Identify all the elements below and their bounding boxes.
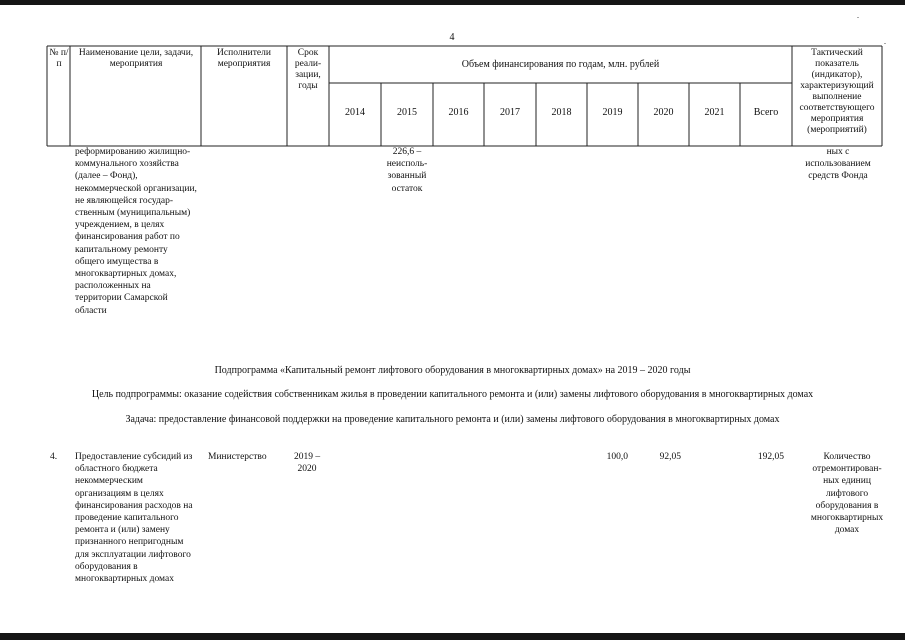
header-year: 2019 [602, 107, 623, 118]
corner-mark: . [857, 11, 859, 20]
row-name: Предоставление субсидий из областного бюджета некоммерческим организациям в целях финансирования расходов на проведение капитального ремонта и (или) замену признанного непригодным для эксплуатации лифтового оборудования в многоквартирных домах [75, 452, 193, 585]
continued-row-indicator: ных с использованием средств Фонда [805, 147, 871, 182]
header-col-term: Срок реали- зации, годы [294, 48, 322, 91]
header-year: 2018 [551, 107, 572, 118]
header-year: 2017 [500, 107, 520, 118]
subprogram-task: Задача: предоставление финансовой поддержки на проведение капитального ремонта и (или) замены лифтового оборудования в многоквартирных домах [125, 414, 780, 425]
header-year: 2014 [345, 107, 365, 118]
header-year: 2020 [653, 107, 674, 118]
continued-row-value-2015: 226,6 – неисполь- зованный остаток [386, 147, 428, 194]
row-value-2019: 100,0 [606, 452, 628, 462]
header-col-indicator: Тактический показатель (индикатор), характеризующий выполнение соответствующего мероприятия (мероприятий) [799, 48, 875, 135]
header-col-financing: Объем финансирования по годам, млн. рублей [461, 59, 660, 70]
row-indicator: Количество отремонтирован- ных единиц лифтового оборудования в многоквартирных домах [810, 452, 884, 536]
row-total: 192,05 [757, 452, 784, 462]
row-value-2020: 92,05 [659, 452, 681, 462]
subprogram-goal: Цель подпрограммы: оказание содействия собственникам жилья в проведении капитального ремонта и (или) замены лифтового оборудования в многоквартирных домах [91, 389, 814, 400]
continued-row-name: реформированию жилищно-коммунального хозяйства (далее – Фонд), некоммерческой организации, не являющейся государ- ственным (муниципальным) учреждением, в целях финансирования работ по капитальному ремонту общего имущества в многоквартирных домах, расположенных на территории Самарской области [75, 147, 197, 316]
row-term: 2019 – 2020 [293, 452, 321, 475]
header-total: Всего [753, 107, 779, 118]
header-year: 2015 [397, 107, 417, 118]
header-year: 2021 [704, 107, 725, 118]
header-year: 2016 [448, 107, 469, 118]
corner-mark: . [884, 37, 886, 46]
header-col-executors: Исполнители мероприятия [217, 48, 271, 69]
subprogram-title: Подпрограмма «Капитальный ремонт лифтового оборудования в многоквартирных домах» на 2019 – 2020 годы [214, 365, 691, 376]
header-col-name: Наименование цели, задачи, мероприятия [78, 48, 194, 69]
row-executor: Министерство [208, 452, 267, 462]
page-number: 4 [449, 32, 455, 43]
header-col-number: № п/п [49, 48, 69, 69]
row-number: 4. [50, 452, 58, 462]
